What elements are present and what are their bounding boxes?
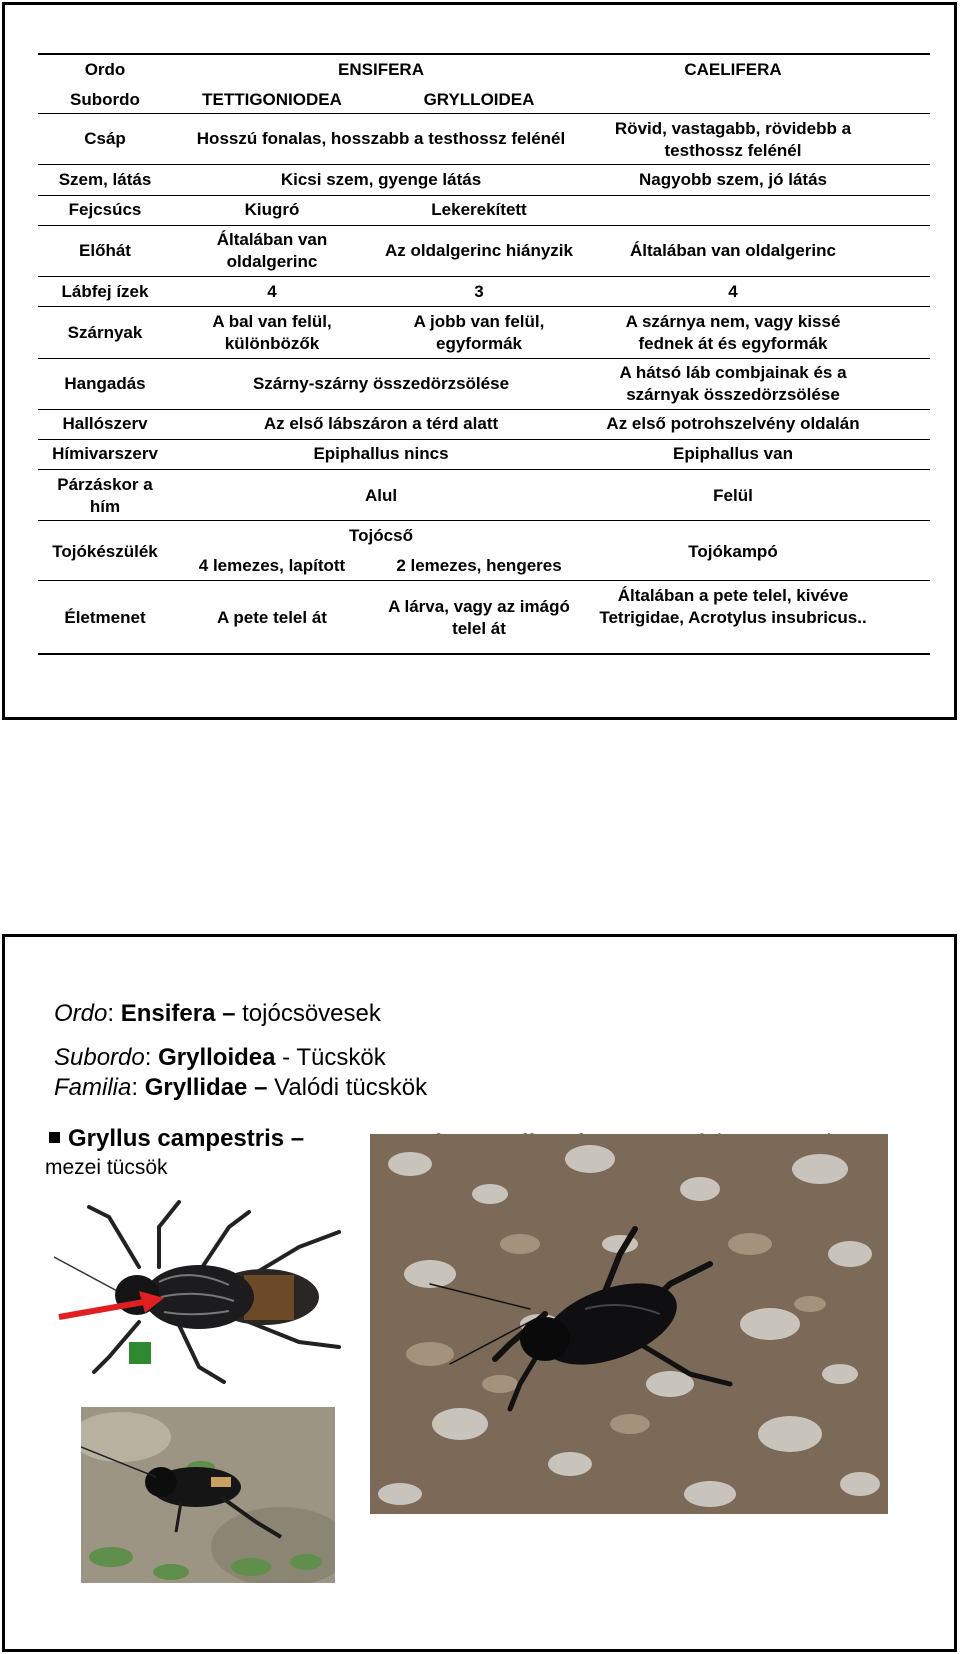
parzas-ensifera: Alul xyxy=(364,486,398,505)
ordo-line: Ordo: Ensifera – tojócsövesek xyxy=(54,1000,381,1027)
row-label-tojo: Tojókészülék xyxy=(52,542,158,561)
species1-name: Gryllus campestris xyxy=(68,1125,285,1152)
elohat-tett: Általában van oldalgerinc xyxy=(216,230,328,271)
labfej-gryl: 3 xyxy=(474,282,484,301)
comparison-table-slide xyxy=(2,2,957,720)
taxonomy-slide xyxy=(2,934,957,1652)
eletmenet-gryl: A lárva, vagy az imágó telel át xyxy=(388,597,570,638)
labfej-tett: 4 xyxy=(267,282,277,301)
szarnyak-caelifera: A szárnya nem, vagy kissé fednek át és egyformák xyxy=(625,312,841,353)
header-tettigoniodea: TETTIGONIODEA xyxy=(202,90,342,109)
row-label-hangadas: Hangadás xyxy=(64,374,146,393)
himivar-caelifera: Epiphallus van xyxy=(673,444,793,463)
melanogryllus-desertus-photo xyxy=(370,1134,888,1514)
subordo-name: Grylloidea xyxy=(158,1044,276,1071)
species1-heading xyxy=(49,1124,304,1154)
familia-line: Familia: Gryllidae – Valódi tücskök xyxy=(54,1074,428,1101)
familia-label: Familia xyxy=(54,1074,132,1101)
halloszerv-caelifera: Az első potrohszelvény oldalán xyxy=(606,414,860,433)
table-rule xyxy=(38,358,930,359)
szem-ensifera: Kicsi szem, gyenge látás xyxy=(280,170,482,189)
table-rule xyxy=(38,580,930,581)
table-rule xyxy=(38,276,930,277)
header-subordo: Subordo xyxy=(70,90,140,109)
table-rule xyxy=(38,520,930,521)
halloszerv-ensifera: Az első lábszáron a térd alatt xyxy=(263,414,499,433)
row-label-halloszerv: Hallószerv xyxy=(62,414,148,433)
row-label-elohat: Előhát xyxy=(79,241,131,260)
header-caelifera: CAELIFERA xyxy=(684,60,782,79)
header-ordo: Ordo xyxy=(84,60,126,79)
table-rule xyxy=(38,164,930,165)
eletmenet-tett: A pete telel át xyxy=(217,608,327,627)
header-ensifera: ENSIFERA xyxy=(338,60,424,79)
table-rule xyxy=(38,195,930,196)
parzas-caelifera: Felül xyxy=(713,486,753,505)
row-label-fejcsucs: Fejcsúcs xyxy=(68,200,142,219)
fejcsucs-gryl: Lekerekített xyxy=(431,200,527,219)
labfej-caelifera: 4 xyxy=(728,282,738,301)
table-rule xyxy=(38,469,930,470)
tojo-gryl: 2 lemezes, hengeres xyxy=(396,556,562,575)
subordo-line: Subordo: Grylloidea - Tücskök xyxy=(54,1044,386,1071)
hangadas-caelifera: A hátsó láb combjainak és a szárnyak összedörzsölése xyxy=(619,363,847,404)
species1-common: mezei tücsök xyxy=(45,1156,168,1179)
table-rule xyxy=(38,113,930,114)
himivar-ensifera: Epiphallus nincs xyxy=(313,444,449,463)
table-rule xyxy=(38,53,930,55)
row-label-himivar: Hímivarszerv xyxy=(52,444,158,463)
elohat-caelifera: Általában van oldalgerinc xyxy=(630,241,836,260)
ordo-name: Ensifera xyxy=(120,1000,216,1027)
fejcsucs-tett: Kiugró xyxy=(244,200,300,219)
bullet-square-icon xyxy=(49,1132,60,1143)
row-label-eletmenet: Életmenet xyxy=(64,608,146,627)
row-label-parzas: Párzáskor a hím xyxy=(57,475,153,516)
table-rule xyxy=(38,439,930,440)
species1-dash: – xyxy=(290,1125,305,1152)
tojo-tett: 4 lemezes, lapított xyxy=(198,556,346,575)
csap-ensifera: Hosszú fonalas, hosszabb a testhossz felénél xyxy=(196,129,566,148)
row-label-szarnyak: Szárnyak xyxy=(67,323,143,342)
row-label-labfej: Lábfej ízek xyxy=(61,282,149,301)
szarnyak-tett: A bal van felül, különbözők xyxy=(212,312,332,353)
ordo-common: tojócsövesek xyxy=(242,1000,381,1027)
elohat-gryl: Az oldalgerinc hiányzik xyxy=(385,241,573,260)
szem-caelifera: Nagyobb szem, jó látás xyxy=(639,170,827,189)
header-grylloidea: GRYLLOIDEA xyxy=(423,90,535,109)
familia-common: Valódi tücskök xyxy=(274,1074,428,1101)
szarnyak-gryl: A jobb van felül, egyformák xyxy=(413,312,545,353)
table-rule xyxy=(38,306,930,307)
ordo-label: Ordo xyxy=(54,1000,108,1027)
hangadas-ensifera: Szárny-szárny összedörzsölése xyxy=(252,374,510,393)
table-rule xyxy=(38,653,930,655)
gryllus-campestris-photo xyxy=(49,1197,349,1387)
familia-name: Gryllidae xyxy=(144,1074,248,1101)
subordo-common: Tücskök xyxy=(296,1044,386,1071)
tojo-ensifera: Tojócső xyxy=(349,526,413,545)
row-label-csap: Csáp xyxy=(84,129,126,148)
cricket-ground-photo xyxy=(81,1407,335,1583)
eletmenet-caelifera: Általában a pete telel, kivéve Tetrigidae, Acrotylus insubricus.. xyxy=(599,586,867,627)
csap-caelifera: Rövid, vastagabb, rövidebb a testhossz felénél xyxy=(614,119,852,160)
tojo-caelifera: Tojókampó xyxy=(688,542,778,561)
table-rule xyxy=(38,225,930,226)
table-rule xyxy=(38,409,930,410)
subordo-label: Subordo xyxy=(54,1044,145,1071)
row-label-szem: Szem, látás xyxy=(58,170,152,189)
